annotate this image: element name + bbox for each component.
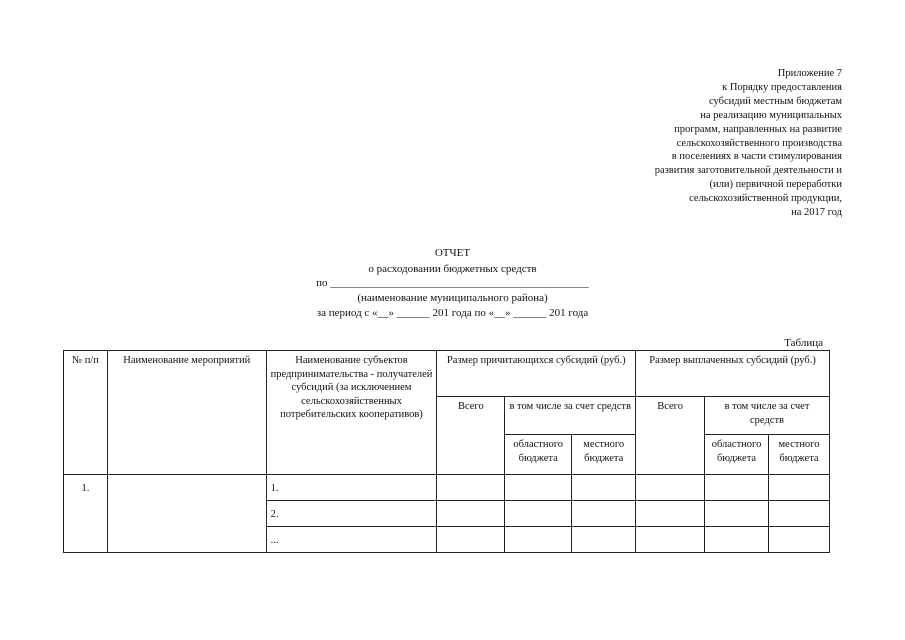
cell bbox=[505, 475, 572, 501]
cell bbox=[636, 501, 705, 527]
cell bbox=[769, 501, 830, 527]
cell bbox=[705, 527, 769, 553]
table-row bbox=[64, 475, 830, 501]
report-by-line: по _______________________________________________ bbox=[316, 277, 589, 289]
cell bbox=[437, 475, 505, 501]
header-paid-total: Всего bbox=[636, 397, 705, 475]
cell bbox=[705, 475, 769, 501]
appendix-line: (или) первичной переработки bbox=[709, 179, 842, 191]
report-title: ОТЧЕТ bbox=[434, 247, 471, 259]
header-paid-incl: в том числе за счет средств bbox=[705, 397, 830, 435]
appendix-line: на реализацию муниципальных bbox=[700, 109, 842, 121]
cell bbox=[437, 501, 505, 527]
report-table bbox=[63, 350, 830, 553]
row-subject: 2. bbox=[266, 501, 437, 527]
row-activity bbox=[107, 475, 266, 553]
header-due-total: Всего bbox=[437, 397, 505, 475]
cell bbox=[636, 527, 705, 553]
header-due-regional: областного бюджета bbox=[505, 435, 572, 475]
header-due-incl: в том числе за счет средств bbox=[505, 397, 636, 435]
cell bbox=[769, 527, 830, 553]
appendix-line: к Порядку предоставления bbox=[722, 81, 842, 93]
cell bbox=[636, 475, 705, 501]
row-subject: ... bbox=[266, 527, 437, 553]
district-hint: (наименование муниципального района) bbox=[357, 292, 548, 304]
header-activity-name: Наименование мероприятий bbox=[107, 351, 266, 475]
header-due-subsidies: Размер причитающихся субсидий (руб.) bbox=[437, 351, 636, 397]
appendix-line: развития заготовительной деятельности и bbox=[654, 165, 842, 177]
header-due-local: местного бюджета bbox=[572, 435, 636, 475]
cell bbox=[705, 501, 769, 527]
appendix-line: сельскохозяйственной продукции, bbox=[689, 193, 842, 205]
cell bbox=[572, 475, 636, 501]
header-num: № п/п bbox=[64, 351, 108, 475]
appendix-line: на 2017 год bbox=[791, 207, 842, 219]
table-label: Таблица bbox=[784, 337, 823, 349]
report-period: за период с «__» ______ 201 года по «__» ______ 201 года bbox=[316, 307, 589, 319]
cell bbox=[437, 527, 505, 553]
row-subject: 1. bbox=[266, 475, 437, 501]
header-paid-subsidies: Размер выплаченных субсидий (руб.) bbox=[636, 351, 830, 397]
appendix-line: Приложение 7 bbox=[777, 68, 842, 79]
row-num: 1. bbox=[64, 475, 108, 553]
appendix-line: сельскохозяйственного производства bbox=[676, 137, 842, 149]
header-subjects: Наименование субъектов предпринимательства - получателей субсидий (за исключением сельскохозяйственных потребительских кооперативов) bbox=[266, 351, 437, 475]
cell bbox=[769, 475, 830, 501]
header-paid-regional: областного бюджета bbox=[705, 435, 769, 475]
cell bbox=[572, 501, 636, 527]
appendix-line: субсидий местным бюджетам bbox=[708, 95, 842, 107]
appendix-block bbox=[582, 67, 842, 220]
appendix-line: в поселениях в части стимулирования bbox=[671, 151, 842, 163]
header-paid-local: местного бюджета bbox=[769, 435, 830, 475]
cell bbox=[505, 527, 572, 553]
appendix-line: программ, направленных на развитие bbox=[674, 123, 842, 135]
cell bbox=[505, 501, 572, 527]
cell bbox=[572, 527, 636, 553]
report-subtitle: о расходовании бюджетных средств bbox=[368, 263, 537, 275]
